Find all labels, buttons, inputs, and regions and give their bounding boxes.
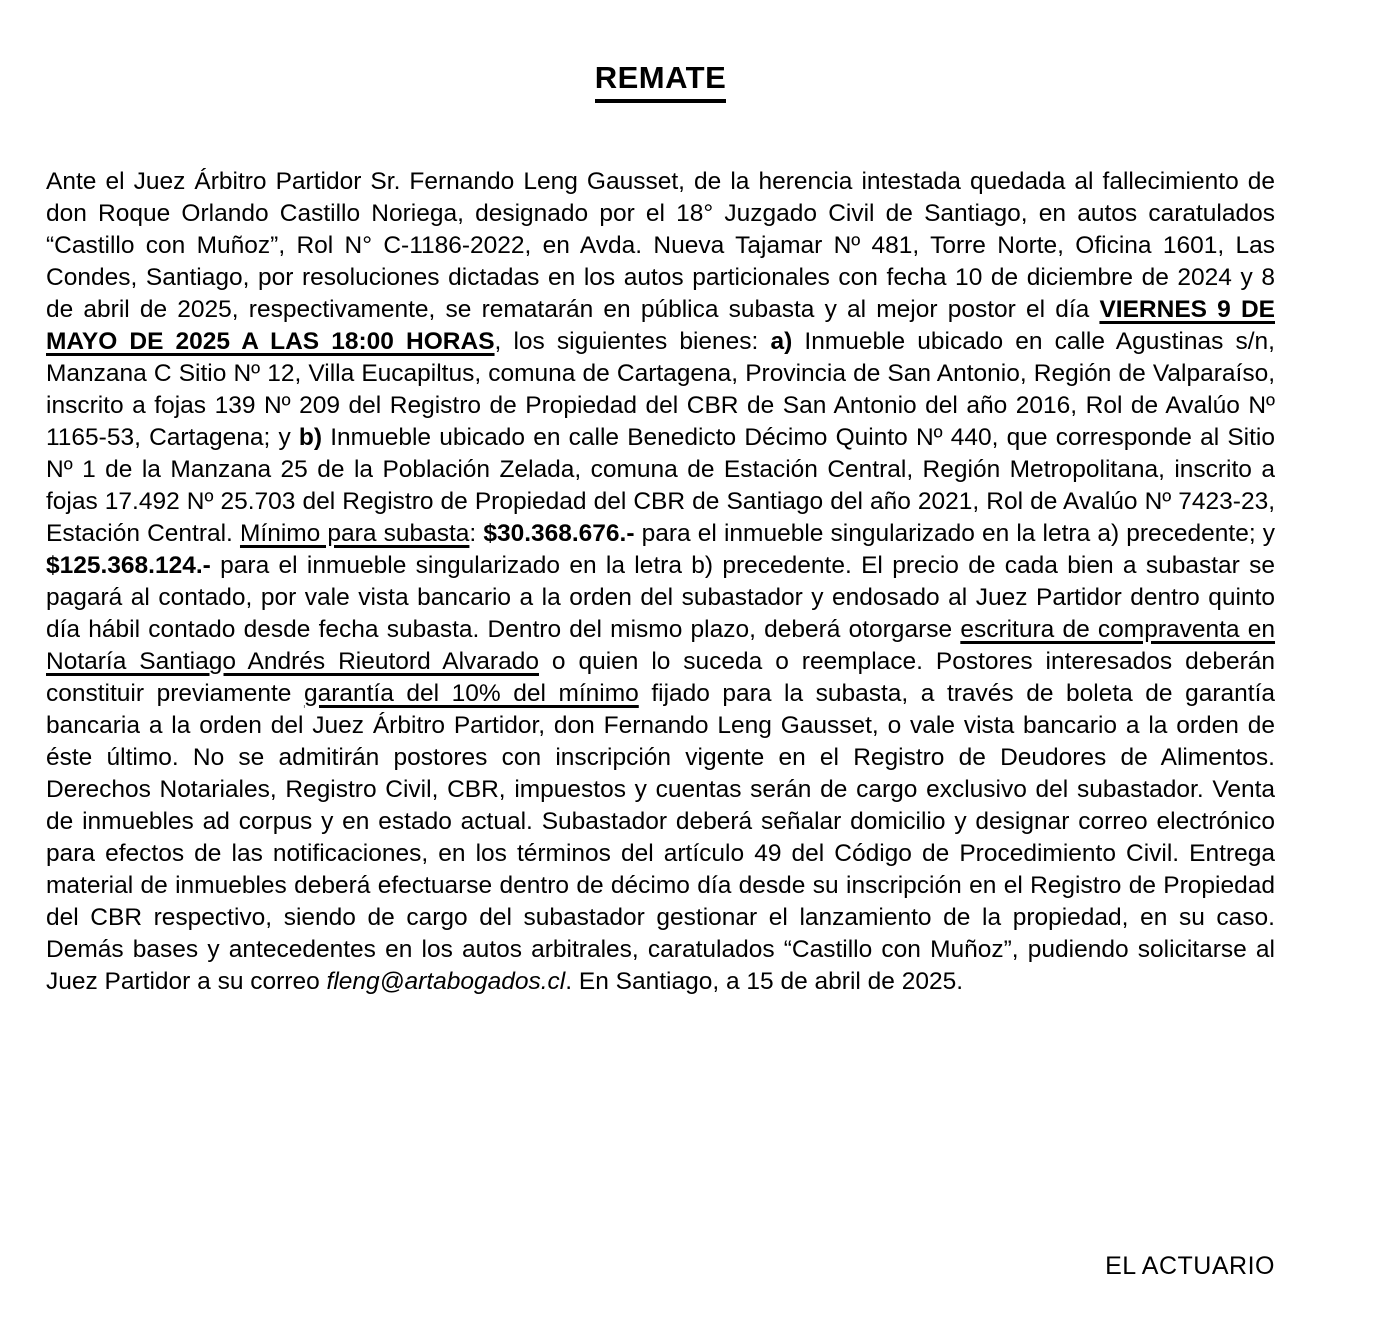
notice-paragraph: [46, 166, 1275, 998]
text-segment: para el inmueble singularizado en la letra a) precedente; y: [634, 520, 1275, 547]
signature-line: EL ACTUARIO: [1105, 1252, 1275, 1280]
text-segment: Ante el Juez Árbitro Partidor Sr. Fernando Leng Gausset, de la herencia intestada quedada al fallecimiento de don Roque Orlando Castillo Noriega, designado por el 18° Juzgado Civil de Santiago, en autos caratulados “Castillo con Muñoz”, Rol N° C-1186-2022, en Avda. Nueva Tajamar Nº 481, Torre Norte, Oficina 1601, Las Condes, Santiago, por resoluciones dictadas en los autos particionales con fecha 10 de diciembre de 2024 y 8 de abril de 2025, respectivamente, se rematarán en pública subasta y al mejor postor el día: [46, 168, 1275, 323]
text-segment: , los siguientes bienes:: [494, 328, 771, 355]
text-segment: escritura de compraventa en Notaría Santiago Andrés Rieutord Alvarado: [46, 616, 1276, 675]
document-title: [46, 60, 1275, 103]
text-segment: $125.368.124.-: [46, 552, 211, 579]
document-title-text: REMATE: [595, 60, 727, 103]
text-segment: Inmueble ubicado en calle Benedicto Décimo Quinto Nº 440, que corresponde al Sitio Nº 1 de la Manzana 25 de la Población Zelada, comuna de Estación Central, Región Metropolitana, inscrito a fojas 17.492 Nº 25.703 del Registro de Propiedad del CBR de Santiago del año 2021, Rol de Avalúo Nº 7423-23, Estación Central.: [46, 424, 1275, 547]
text-segment: b): [298, 424, 323, 451]
text-segment: Mínimo para subasta: [239, 520, 470, 547]
text-segment: fijado para la subasta, a través de boleta de garantía bancaria a la orden del Juez Árbitro Partidor, don Fernando Leng Gausset, o vale vista bancario a la orden de éste último. No se admitirán postores con inscripción vigente en el Registro de Deudores de Alimentos. Derechos Notariales, Registro Civil, CBR, impuestos y cuentas serán de cargo exclusivo del subastador. Venta de inmuebles ad corpus y en estado actual. Subastador deberá señalar domicilio y designar correo electrónico para efectos de las notificaciones, en los términos del artículo 49 del Código de Procedimiento Civil. Entrega material de inmuebles deberá efectuarse dentro de décimo día desde su inscripción en el Registro de Propiedad del CBR respectivo, siendo de cargo del subastador gestionar el lanzamiento de la propiedad, en su caso. Demás bases y antecedentes en los autos arbitrales, caratulados “Castillo con Muñoz”, pudiendo solicitarse al Juez Partidor a su correo: [46, 680, 1275, 995]
text-segment: VIERNES 9 DE MAYO DE 2025 A LAS 18:00 HORAS: [46, 296, 1275, 355]
text-segment: Inmueble ubicado en calle Agustinas s/n, Manzana C Sitio Nº 12, Villa Eucapiltus, comuna de Cartagena, Provincia de San Antonio, Región de Valparaíso, inscrito a fojas 139 Nº 209 del Registro de Propiedad del CBR de San Antonio del año 2016, Rol de Avalúo Nº 1165-53, Cartagena; y: [46, 328, 1275, 451]
text-segment: para el inmueble singularizado en la letra b) precedente. El precio de cada bien a subastar se pagará al contado, por vale vista bancario a la orden del subastador y endosado al Juez Partidor dentro quinto día hábil contado desde fecha subasta. Dentro del mismo plazo, deberá otorgarse: [46, 552, 1275, 643]
text-segment: $30.368.676.-: [483, 520, 635, 547]
text-segment: fleng@artabogados.cl: [326, 968, 566, 995]
text-segment: garantía del 10% del mínimo: [303, 680, 639, 707]
text-segment: :: [469, 520, 484, 547]
text-segment: o quien lo suceda o reemplace. Postores interesados deberán constituir previamente: [46, 648, 1275, 707]
text-segment: . En Santiago, a 15 de abril de 2025.: [565, 968, 964, 995]
text-segment: a): [770, 328, 793, 355]
